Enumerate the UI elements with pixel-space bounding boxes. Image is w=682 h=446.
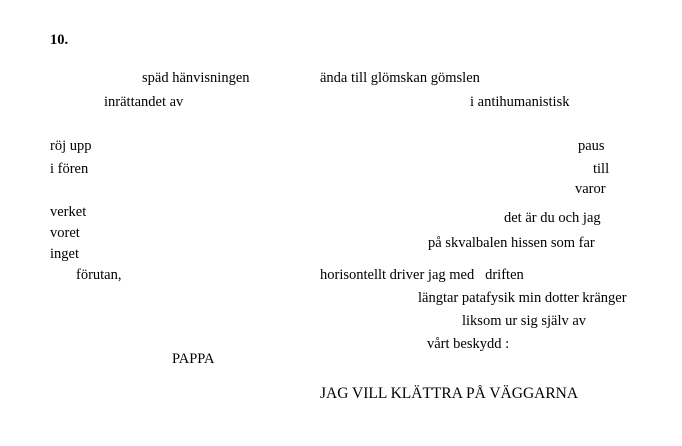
- poem-line: späd hänvisningen: [142, 70, 250, 86]
- poem-line-pappa: PAPPA: [172, 351, 215, 367]
- poem-line: voret: [50, 225, 80, 241]
- poem-line: varor: [575, 181, 606, 197]
- poem-line: verket: [50, 204, 87, 220]
- poem-line: på skvalbalen hissen som far: [428, 235, 595, 251]
- section-number: 10.: [50, 32, 69, 48]
- poem-line: ända till glömskan gömslen: [320, 70, 480, 86]
- poem-line: vårt beskydd :: [427, 336, 510, 352]
- poem-line: horisontellt driver jag med driften: [320, 267, 524, 283]
- poem-line-shout: JAG VILL KLÄTTRA PÅ VÄGGARNA: [320, 385, 579, 402]
- poem-line: i fören: [50, 161, 89, 177]
- poem-line: i antihumanistisk: [470, 94, 570, 110]
- poem-line: förutan,: [76, 267, 122, 283]
- poem-line: till: [593, 161, 610, 177]
- poem-line: det är du och jag: [504, 210, 601, 226]
- poem-line: inget: [50, 246, 79, 262]
- poem-line: inrättandet av: [104, 94, 184, 110]
- poem-line: liksom ur sig själv av: [462, 313, 587, 329]
- poem-line: paus: [578, 138, 605, 154]
- poem-line: längtar patafysik min dotter kränger: [418, 290, 627, 306]
- poem-line: röj upp: [50, 138, 92, 154]
